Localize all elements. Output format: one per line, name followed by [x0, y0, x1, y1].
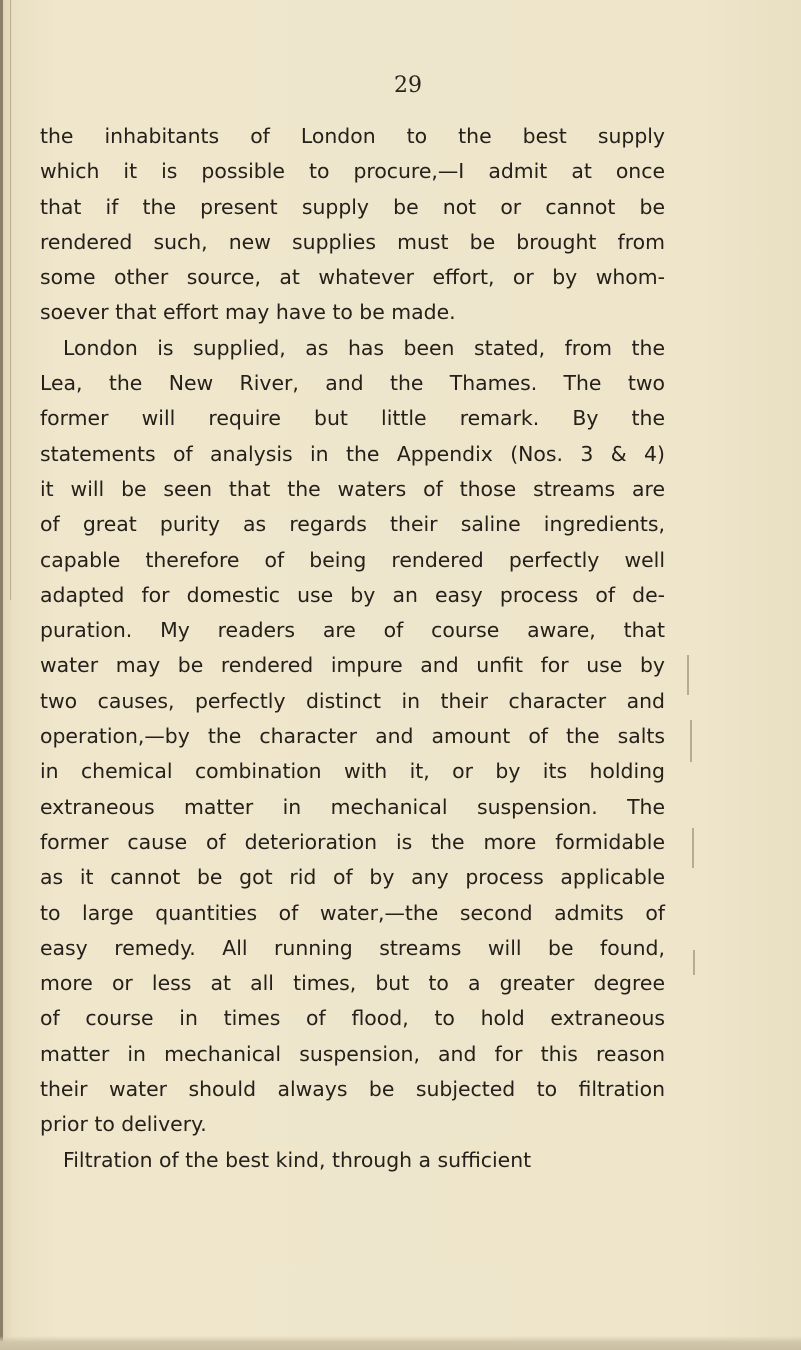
- text-line: of course in times of flood, to hold extraneous: [40, 1006, 665, 1031]
- gutter-line: [10, 0, 11, 600]
- text-line: rendered such, new supplies must be brought from: [40, 229, 665, 254]
- text-line: in chemical combination with it, or by its holding: [40, 759, 665, 784]
- text-line: adapted for domestic use by an easy process of de-: [40, 582, 665, 607]
- margin-mark: [687, 655, 689, 695]
- page-spine-edge: [0, 0, 3, 1350]
- text-line: Filtration of the best kind, through a sufficient: [63, 1147, 532, 1172]
- page-number: 29: [394, 73, 422, 98]
- text-line: Lea, the New River, and the Thames. The two: [40, 371, 665, 396]
- text-line: London is supplied, as has been stated, from the: [63, 335, 665, 360]
- text-line: water may be rendered impure and unfit for use by: [40, 653, 665, 678]
- margin-mark: [692, 828, 694, 868]
- text-line: matter in mechanical suspension, and for this reason: [40, 1041, 665, 1066]
- text-line: easy remedy. All running streams will be found,: [40, 935, 665, 960]
- text-line: which it is possible to procure,—I admit at once: [40, 159, 665, 184]
- text-line: some other source, at whatever effort, or by whom-: [40, 265, 665, 290]
- text-line: former cause of deterioration is the more formidable: [40, 829, 665, 854]
- text-line: operation,—by the character and amount of the salts: [40, 724, 665, 749]
- page-bottom-edge: [0, 1336, 801, 1350]
- text-line: two causes, perfectly distinct in their character and: [40, 688, 665, 713]
- margin-mark: [690, 720, 692, 762]
- text-line: to large quantities of water,—the second admits of: [40, 900, 665, 925]
- text-line: extraneous matter in mechanical suspension. The: [40, 794, 665, 819]
- text-line: the inhabitants of London to the best supply: [40, 124, 665, 148]
- text-line: it will be seen that the waters of those streams are: [40, 476, 665, 501]
- text-line: of great purity as regards their saline ingredients,: [40, 512, 665, 537]
- text-line: statements of analysis in the Appendix (Nos. 3 & 4): [40, 441, 665, 466]
- body-text: [40, 119, 665, 1178]
- margin-mark: [693, 950, 695, 975]
- text-line: soever that effort may have to be made.: [40, 300, 456, 325]
- text-line: as it cannot be got rid of by any process applicable: [40, 865, 665, 890]
- text-line: prior to delivery.: [40, 1112, 207, 1137]
- text-line: puration. My readers are of course aware, that: [40, 618, 665, 643]
- text-line: their water should always be subjected to filtration: [40, 1077, 665, 1102]
- text-line: more or less at all times, but to a greater degree: [40, 971, 665, 996]
- text-line: former will require but little remark. By the: [40, 406, 665, 431]
- text-line: that if the present supply be not or cannot be: [40, 194, 665, 219]
- text-line: capable therefore of being rendered perfectly well: [40, 547, 665, 572]
